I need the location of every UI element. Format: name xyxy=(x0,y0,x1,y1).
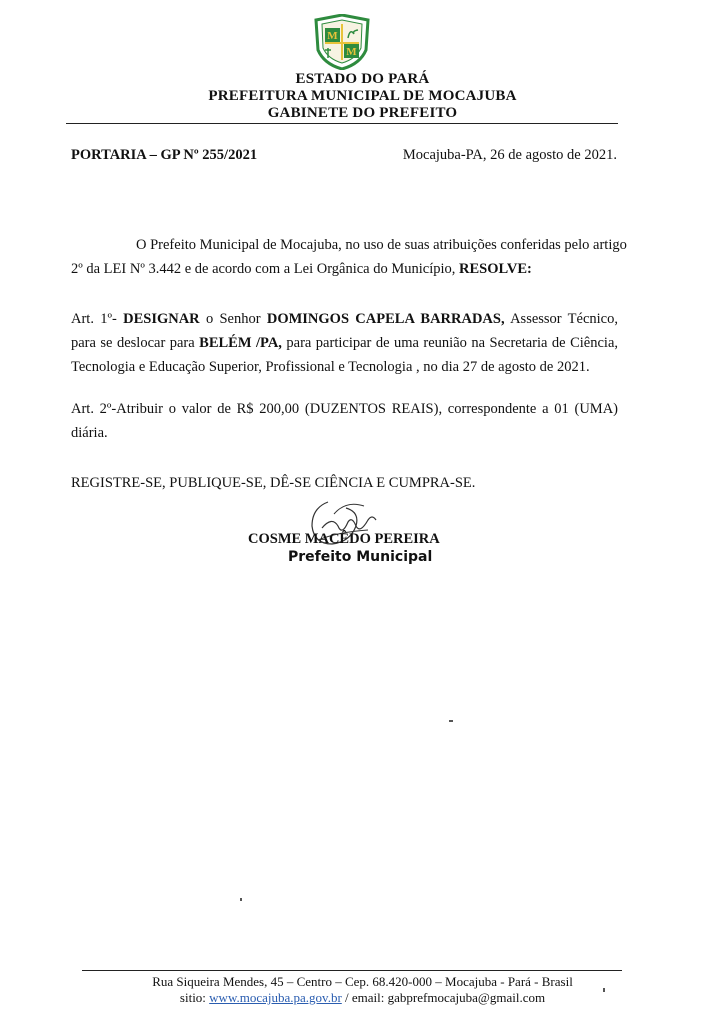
art1-name: DOMINGOS CAPELA BARRADAS, xyxy=(266,311,505,327)
art1-text-1: o Senhor xyxy=(199,311,267,327)
resolve-label: RESOLVE: xyxy=(459,261,532,277)
preamble-line-1: O Prefeito Municipal de Mocajuba, no uso de suas atribuições conferidas pelo artigo xyxy=(136,237,627,253)
closing-formula: REGISTRE-SE, PUBLIQUE-SE, DÊ-SE CIÊNCIA E CUMPRA-SE. xyxy=(71,475,476,491)
art1-line-2 xyxy=(71,331,618,355)
art1-destination: BELÉM /PA, xyxy=(199,335,282,351)
portaria-number: PORTARIA – GP Nº 255/2021 xyxy=(71,147,258,163)
signatory-name: COSME MACÊDO PEREIRA xyxy=(248,531,440,547)
art1-role: Assessor Técnico, xyxy=(504,311,618,327)
art2-line-2: diária. xyxy=(71,425,108,441)
header-prefeitura: PREFEITURA MUNICIPAL DE MOCAJUBA xyxy=(208,88,517,104)
portaria-date: Mocajuba-PA, 26 de agosto de 2021. xyxy=(402,147,617,163)
footer-email: / email: gabprefmocajuba@gmail.com xyxy=(341,990,546,1005)
preamble-line-2-text: 2º da LEI Nº 3.442 e de acordo com a Lei Orgânica do Município, xyxy=(71,261,460,277)
scan-speck xyxy=(240,898,242,901)
crest-letter-bottom: M xyxy=(346,46,357,58)
municipal-crest-icon xyxy=(312,14,372,70)
art2-line-1: Art. 2º-Atribuir o valor de R$ 200,00 (DUZENTOS REAIS), correspondente a 01 (UMA) xyxy=(71,401,618,417)
signatory-title: Prefeito Municipal xyxy=(288,549,433,565)
art1-label: Art. 1º- xyxy=(71,311,124,327)
header-gabinete: GABINETE DO PREFEITO xyxy=(267,105,458,121)
footer-divider xyxy=(82,970,622,971)
scan-speck xyxy=(449,720,453,722)
crest-letter-top: M xyxy=(327,30,338,42)
footer-site-link[interactable]: www.mocajuba.pa.gov.br xyxy=(209,990,342,1005)
preamble-line-2 xyxy=(71,257,532,281)
art1-text-2: para se deslocar para xyxy=(71,335,200,351)
footer-contact xyxy=(0,990,725,1006)
footer-address: Rua Siqueira Mendes, 45 – Centro – Cep. 68.420-000 – Mocajuba - Pará - Brasil xyxy=(152,974,573,989)
footer-site-label: sitio: xyxy=(179,990,210,1005)
header-divider xyxy=(66,123,618,124)
art1-line-3: Tecnologia e Educação Superior, Profissional e Tecnologia , no dia 27 de agosto de 2021. xyxy=(71,359,590,375)
art1-text-3: para participar de uma reunião na Secretaria de Ciência, xyxy=(281,335,619,351)
header-state: ESTADO DO PARÁ xyxy=(295,71,430,87)
art1-line-1 xyxy=(71,307,618,331)
art1-verb: DESIGNAR xyxy=(123,311,200,327)
